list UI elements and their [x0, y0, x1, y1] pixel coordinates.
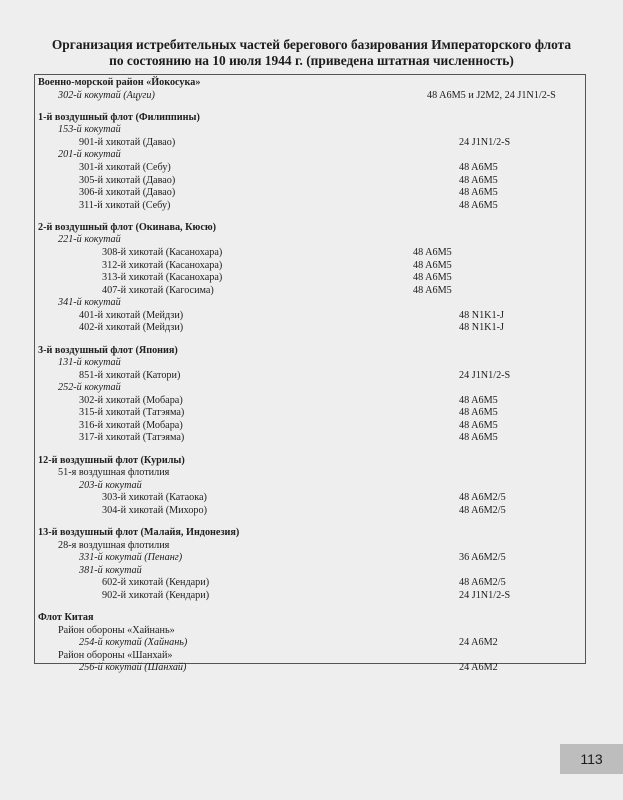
organization-table [34, 74, 586, 674]
row-label: 1-й воздушный флот (Филиппины) [38, 111, 200, 123]
table-row [35, 650, 585, 662]
table-row [35, 395, 585, 407]
row-value: 24 A6M2 [459, 662, 498, 674]
row-value: 48 N1K1-J [459, 322, 504, 334]
row-label: 381-й кокутай [79, 564, 142, 576]
row-value: 24 J1N1/2-S [459, 369, 511, 381]
row-label: Район обороны «Хайнань» [58, 624, 175, 636]
table-row [35, 137, 585, 149]
row-value: 48 A6M5 [413, 272, 452, 284]
row-label: 51-я воздушная флотилия [58, 467, 170, 479]
row-value: 48 N1K1-J [459, 309, 504, 321]
row-value: 24 J1N1/2-S [459, 136, 511, 148]
row-label: Военно-морской район «Йокосука» [38, 77, 201, 88]
table-row [35, 382, 585, 394]
row-label: 153-й кокутай [58, 124, 121, 136]
row-label: 311-й хикотай (Себу) [79, 199, 171, 211]
table-row [35, 200, 585, 212]
table-row [35, 480, 585, 492]
row-label: 901-й хикотай (Давао) [79, 136, 176, 148]
row-value: 48 A6M5 [459, 199, 498, 211]
table-row [35, 420, 585, 432]
row-label: 317-й хикотай (Татэяма) [79, 432, 185, 444]
row-label: 331-й кокутай (Пенанг) [79, 552, 183, 564]
row-label: 201-й кокутай [58, 149, 121, 161]
table-row [35, 124, 585, 136]
row-label: 12-й воздушный флот (Курилы) [38, 454, 185, 466]
row-label: 308-й хикотай (Касанохара) [102, 247, 223, 258]
row-label: 252-й кокутай [58, 382, 121, 394]
row-label: 316-й хикотай (Мобара) [79, 419, 183, 431]
region-row [35, 222, 585, 234]
row-value: 48 A6M2/5 [459, 504, 506, 516]
row-label: 902-й хикотай (Кендари) [102, 589, 210, 601]
table-row [35, 540, 585, 552]
region-row [35, 77, 585, 89]
table-row [35, 590, 585, 602]
row-label: 305-й хикотай (Давао) [79, 174, 176, 186]
row-label: 407-й хикотай (Кагосима) [102, 284, 214, 296]
row-label: 313-й хикотай (Касанохара) [102, 272, 223, 284]
region-row [35, 612, 585, 624]
table-row [35, 234, 585, 246]
table-row [35, 577, 585, 589]
table-row [35, 492, 585, 504]
row-value: 24 A6M2 [459, 637, 498, 649]
table-row [35, 637, 585, 649]
row-label: 3-й воздушный флот (Япония) [38, 344, 178, 356]
table-row [35, 322, 585, 334]
row-label: 306-й хикотай (Давао) [79, 187, 176, 199]
row-label: 13-й воздушный флот (Малайя, Индонезия) [38, 527, 240, 539]
row-value: 36 A6M2/5 [459, 552, 506, 564]
row-label: 2-й воздушный флот (Окинава, Кюсю) [38, 221, 217, 233]
row-label: 28-я воздушная флотилия [58, 539, 170, 551]
table-row [35, 357, 585, 369]
table-row [35, 297, 585, 309]
table-row [35, 432, 585, 444]
row-label: 303-й хикотай (Катаока) [102, 492, 207, 504]
table-row [35, 260, 585, 272]
table-row [35, 272, 585, 284]
table-row [35, 285, 585, 297]
row-label: 302-й кокутай (Ацуги) [58, 89, 155, 101]
page-title [20, 37, 603, 69]
row-label: 341-й кокутай [58, 297, 121, 309]
row-label: 304-й хикотай (Михоро) [102, 504, 207, 516]
table-row [35, 407, 585, 419]
row-label: 256-й кокутай (Шанхай) [79, 662, 187, 674]
row-label: 602-й хикотай (Кендари) [102, 577, 210, 589]
row-value: 48 A6M5 [459, 432, 498, 444]
row-label: 401-й хикотай (Мейдзи) [79, 309, 184, 321]
row-value: 48 A6M5 [413, 247, 452, 258]
row-value: 48 A6M5 [459, 407, 498, 419]
row-value: 48 A6M5 [413, 284, 452, 296]
row-label: 302-й хикотай (Мобара) [79, 394, 183, 406]
row-label: 312-й хикотай (Касанохара) [102, 259, 223, 271]
table-row [35, 552, 585, 564]
table-row [35, 467, 585, 479]
row-value: 48 A6M5 [459, 394, 498, 406]
table-row [35, 310, 585, 322]
table-row [35, 175, 585, 187]
row-label: 203-й кокутай [79, 479, 142, 491]
row-value: 48 A6M5 и J2M2, 24 J1N1/2-S [427, 89, 556, 101]
row-value: 48 A6M2/5 [459, 577, 506, 589]
page-number: 113 [560, 744, 623, 774]
row-value: 48 A6M5 [459, 187, 498, 199]
table-row [35, 505, 585, 517]
table-row [35, 625, 585, 637]
row-value: 24 J1N1/2-S [459, 589, 511, 601]
row-label: 851-й хикотай (Катори) [79, 369, 181, 381]
row-label: 315-й хикотай (Татэяма) [79, 407, 185, 419]
region-row [35, 345, 585, 357]
row-label: 301-й хикотай (Себу) [79, 162, 171, 173]
region-row [35, 455, 585, 467]
table-row [35, 247, 585, 259]
row-label: 254-й кокутай (Хайнань) [79, 637, 188, 649]
row-label: 402-й хикотай (Мейдзи) [79, 322, 184, 334]
row-label: Район обороны «Шанхай» [58, 649, 173, 661]
table-row [35, 90, 585, 102]
table-row [35, 187, 585, 199]
row-value: 48 A6M5 [459, 162, 498, 173]
row-value: 48 A6M2/5 [459, 492, 506, 504]
row-label: 131-й кокутай [58, 357, 121, 369]
table-row [35, 149, 585, 161]
row-label: Флот Китая [38, 612, 94, 624]
table-row [35, 565, 585, 577]
table-row [35, 162, 585, 174]
row-value: 48 A6M5 [459, 419, 498, 431]
table-row [35, 662, 585, 674]
page-title-line-1: Организация истребительных частей берегового базирования Императорского флота [51, 37, 572, 52]
row-label: 221-й кокутай [58, 234, 121, 246]
region-row [35, 112, 585, 124]
row-value: 48 A6M5 [459, 174, 498, 186]
table-row [35, 370, 585, 382]
page-title-line-2: по состоянию на 10 июля 1944 г. (приведена штатная численность) [109, 53, 514, 68]
region-row [35, 527, 585, 539]
row-value: 48 A6M5 [413, 259, 452, 271]
